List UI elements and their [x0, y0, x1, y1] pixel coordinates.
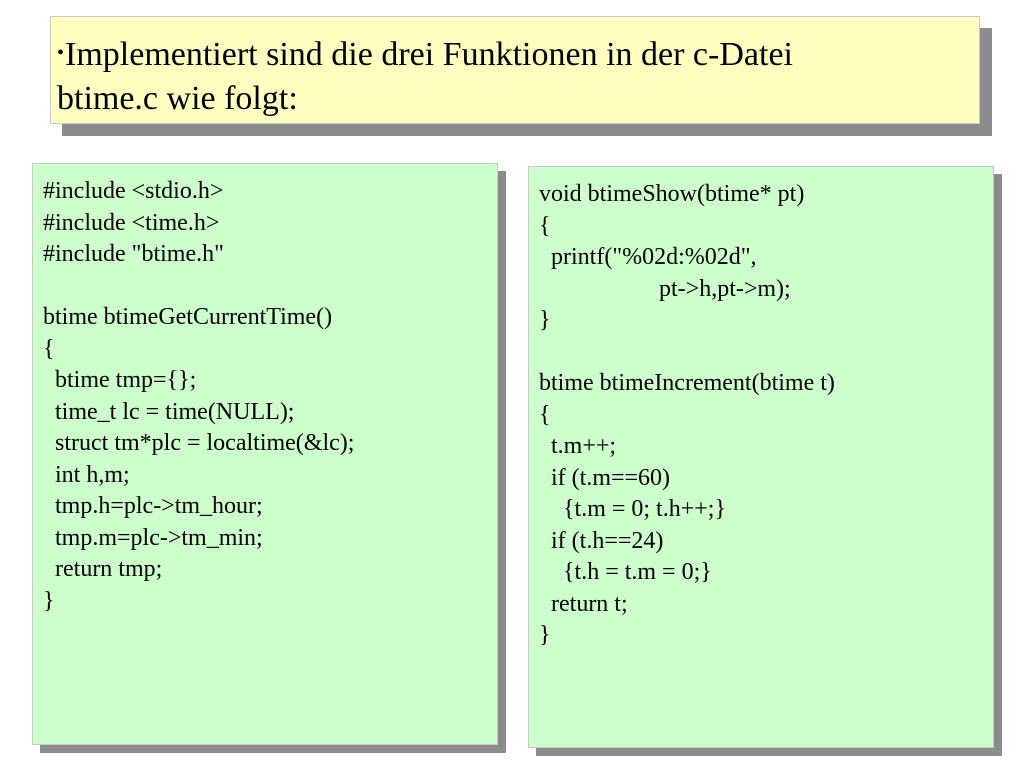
title-text-1: Implementiert sind die drei Funktionen in der c-Datei	[65, 36, 793, 73]
code-line: if (t.h==24)	[539, 527, 664, 554]
title-line-2: btime.c wie folgt:	[57, 80, 298, 117]
code-line: if (t.m==60)	[539, 464, 671, 491]
code-line: printf("%02d:%02d",	[539, 244, 757, 270]
code-line: int h,m;	[43, 461, 130, 488]
code-line	[539, 337, 993, 369]
code-line: {t.m = 0; t.h++;}	[539, 496, 726, 522]
code-line: void btimeShow(btime* pt)	[539, 181, 805, 207]
code-line: {t.h = t.m = 0;}	[539, 559, 712, 585]
code-line: #include <stdio.h>	[43, 178, 224, 204]
code-line: }	[539, 622, 551, 648]
code-line: {	[539, 401, 551, 428]
code-line: tmp.h=plc->tm_hour;	[43, 493, 263, 519]
code-line: {	[539, 212, 551, 239]
code-line: tmp.m=plc->tm_min;	[43, 524, 263, 551]
code-line: pt->h,pt->m);	[539, 275, 791, 302]
code-line: time_t lc = time(NULL);	[43, 398, 295, 425]
code-line: struct tm*plc = localtime(&lc);	[43, 430, 355, 456]
code-line: }	[539, 307, 551, 333]
title-line-1	[57, 31, 979, 77]
code-line	[43, 271, 497, 303]
right-code-box	[528, 166, 994, 748]
title-box	[50, 16, 980, 124]
title-bullet: •	[57, 42, 65, 64]
code-line: }	[43, 587, 55, 614]
code-line: btime tmp={};	[43, 367, 197, 393]
code-line: #include <time.h>	[43, 209, 220, 236]
code-line: return tmp;	[43, 556, 163, 582]
code-line: t.m++;	[539, 433, 617, 459]
left-code-box	[32, 163, 498, 745]
code-line: btime btimeIncrement(btime t)	[539, 370, 835, 396]
code-line: #include "btime.h"	[43, 241, 224, 267]
code-line: btime btimeGetCurrentTime()	[43, 304, 333, 330]
code-line: return t;	[539, 590, 628, 617]
code-line: {	[43, 335, 55, 362]
